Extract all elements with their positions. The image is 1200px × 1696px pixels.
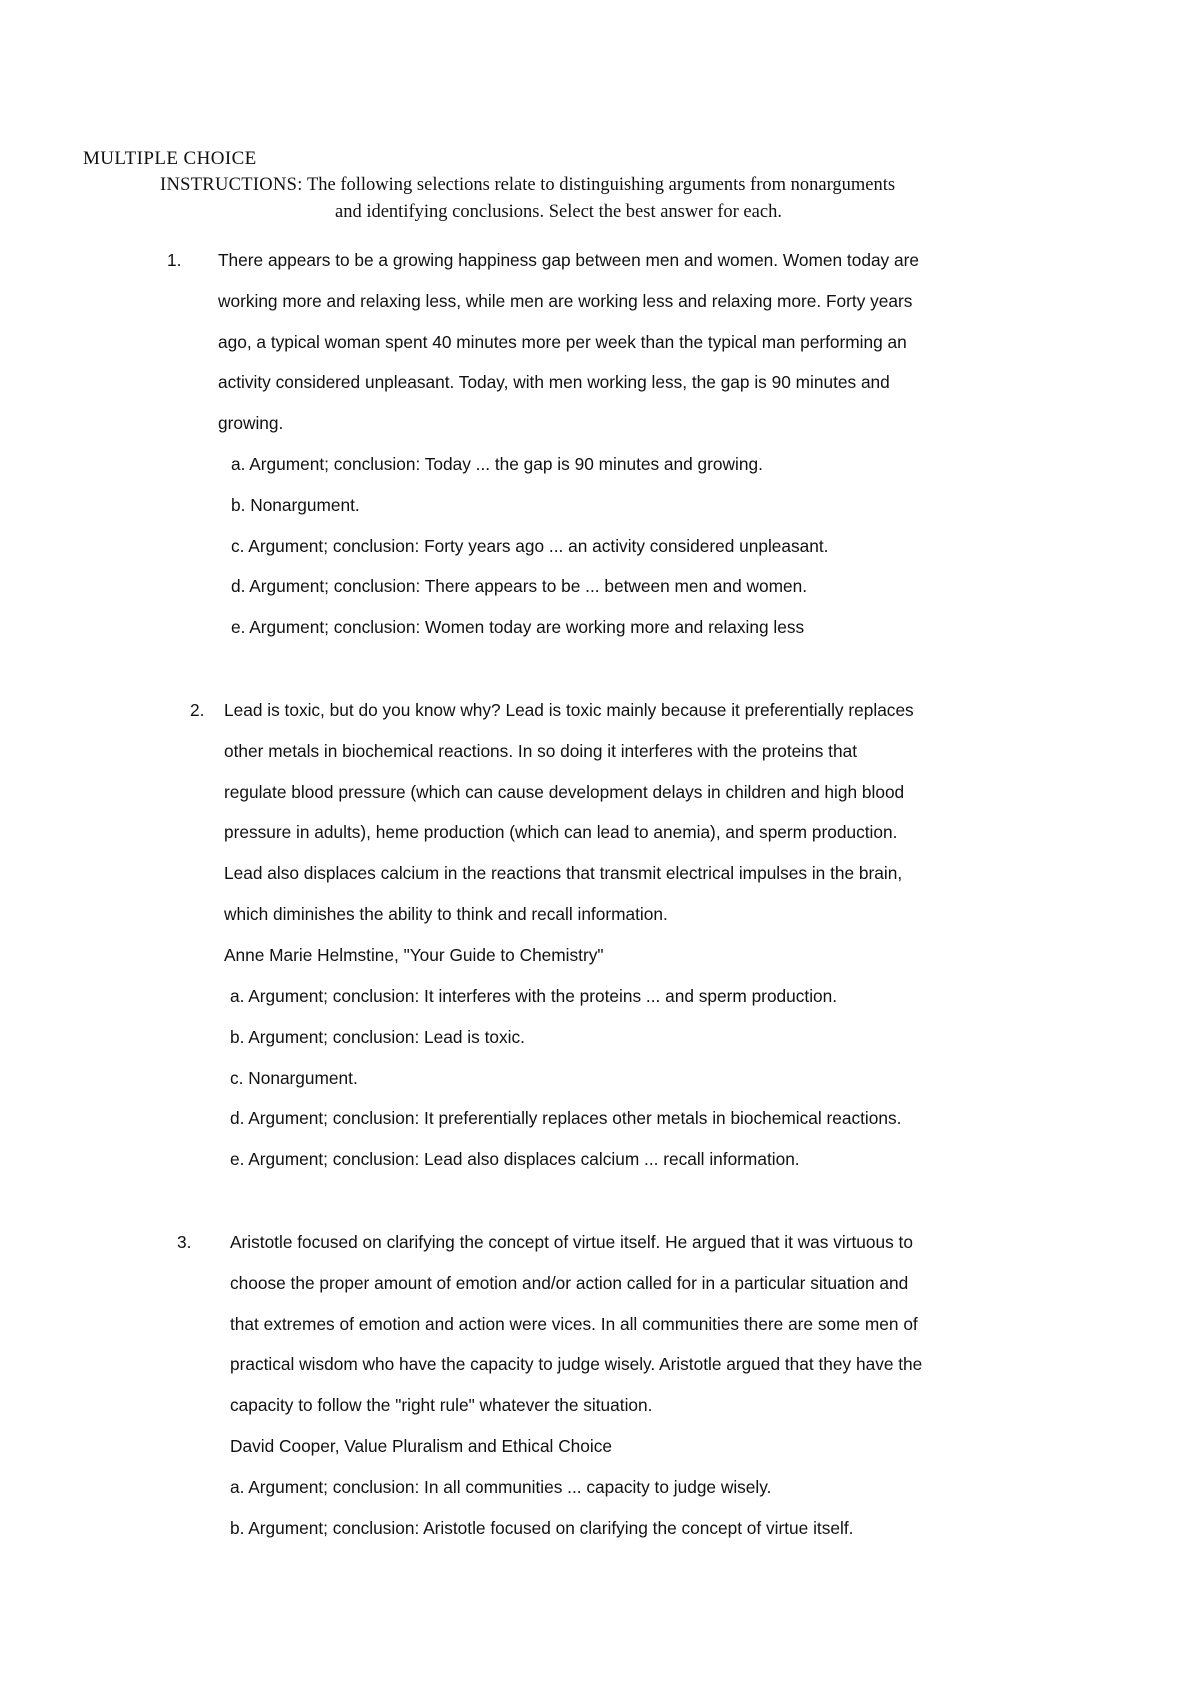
question-text bbox=[224, 690, 914, 976]
question-line: other metals in biochemical reactions. In so doing it interferes with the proteins that bbox=[224, 740, 858, 761]
question-text bbox=[230, 1222, 922, 1467]
answer-option[interactable]: b. Nonargument. bbox=[231, 494, 360, 515]
question-line: which diminishes the ability to think and recall information. bbox=[224, 903, 668, 924]
answer-option[interactable]: a. Argument; conclusion: Today ... the gap is 90 minutes and growing. bbox=[231, 454, 763, 474]
instructions-label: INSTRUCTIONS: bbox=[160, 175, 303, 195]
question-line: regulate blood pressure (which can cause development delays in children and high blood bbox=[224, 781, 905, 802]
answer-option[interactable]: b. Argument; conclusion: Aristotle focused on clarifying the concept of virtue itself. bbox=[230, 1517, 854, 1538]
instructions bbox=[160, 172, 1060, 199]
answer-option[interactable]: e. Argument; conclusion: Women today are working more and relaxing less bbox=[231, 617, 805, 638]
question-number: 1. bbox=[167, 250, 182, 270]
question-line: choose the proper amount of emotion and/or action called for in a particular situation and bbox=[230, 1272, 909, 1293]
answer-option[interactable]: c. Nonargument. bbox=[230, 1067, 358, 1088]
question-line: activity considered unpleasant. Today, with men working less, the gap is 90 minutes and bbox=[218, 372, 890, 393]
question-line: Lead is toxic, but do you know why? Lead is toxic mainly because it preferentially replaces bbox=[224, 700, 914, 720]
answer-option[interactable]: a. Argument; conclusion: It interferes with the proteins ... and sperm production. bbox=[230, 986, 838, 1006]
answer-options bbox=[231, 444, 828, 648]
question-line: Aristotle focused on clarifying the concept of virtue itself. He argued that it was virtuous to bbox=[230, 1232, 913, 1252]
answer-option[interactable]: d. Argument; conclusion: There appears to be ... between men and women. bbox=[231, 576, 808, 597]
question-line: pressure in adults), heme production (which can lead to anemia), and sperm production. bbox=[224, 822, 898, 843]
source-citation: David Cooper, Value Pluralism and Ethical Choice bbox=[230, 1435, 612, 1456]
question-line: capacity to follow the "right rule" whatever the situation. bbox=[230, 1395, 653, 1416]
question-line: practical wisdom who have the capacity to judge wisely. Aristotle argued that they have the bbox=[230, 1354, 923, 1375]
instructions-line-1: The following selections relate to distinguishing arguments from nonarguments bbox=[306, 175, 896, 195]
instructions-line-2: and identifying conclusions. Select the best answer for each. bbox=[335, 202, 782, 222]
answer-options bbox=[230, 976, 901, 1180]
answer-option[interactable]: d. Argument; conclusion: It preferentially replaces other metals in biochemical reactions. bbox=[230, 1108, 902, 1129]
question-line: There appears to be a growing happiness gap between men and women. Women today are bbox=[218, 250, 919, 270]
question-line: that extremes of emotion and action were vices. In all communities there are some men of bbox=[230, 1313, 918, 1334]
answer-option[interactable]: e. Argument; conclusion: Lead also displaces calcium ... recall information. bbox=[230, 1149, 800, 1170]
answer-option[interactable]: a. Argument; conclusion: In all communities ... capacity to judge wisely. bbox=[230, 1477, 772, 1497]
source-citation: Anne Marie Helmstine, "Your Guide to Chemistry" bbox=[224, 944, 604, 965]
answer-options bbox=[230, 1467, 853, 1549]
section-heading: MULTIPLE CHOICE bbox=[83, 148, 257, 169]
answer-option[interactable]: c. Argument; conclusion: Forty years ago ... an activity considered unpleasant. bbox=[231, 535, 829, 556]
question-number: 2. bbox=[190, 700, 205, 720]
question-line: Lead also displaces calcium in the reactions that transmit electrical impulses in the brain, bbox=[224, 863, 903, 884]
question-line: growing. bbox=[218, 413, 284, 434]
question-text bbox=[218, 240, 919, 444]
question-number: 3. bbox=[177, 1232, 192, 1252]
question-line: working more and relaxing less, while men are working less and relaxing more. Forty years bbox=[218, 290, 913, 311]
question-line: ago, a typical woman spent 40 minutes more per week than the typical man performing an bbox=[218, 331, 907, 352]
answer-option[interactable]: b. Argument; conclusion: Lead is toxic. bbox=[230, 1026, 525, 1047]
